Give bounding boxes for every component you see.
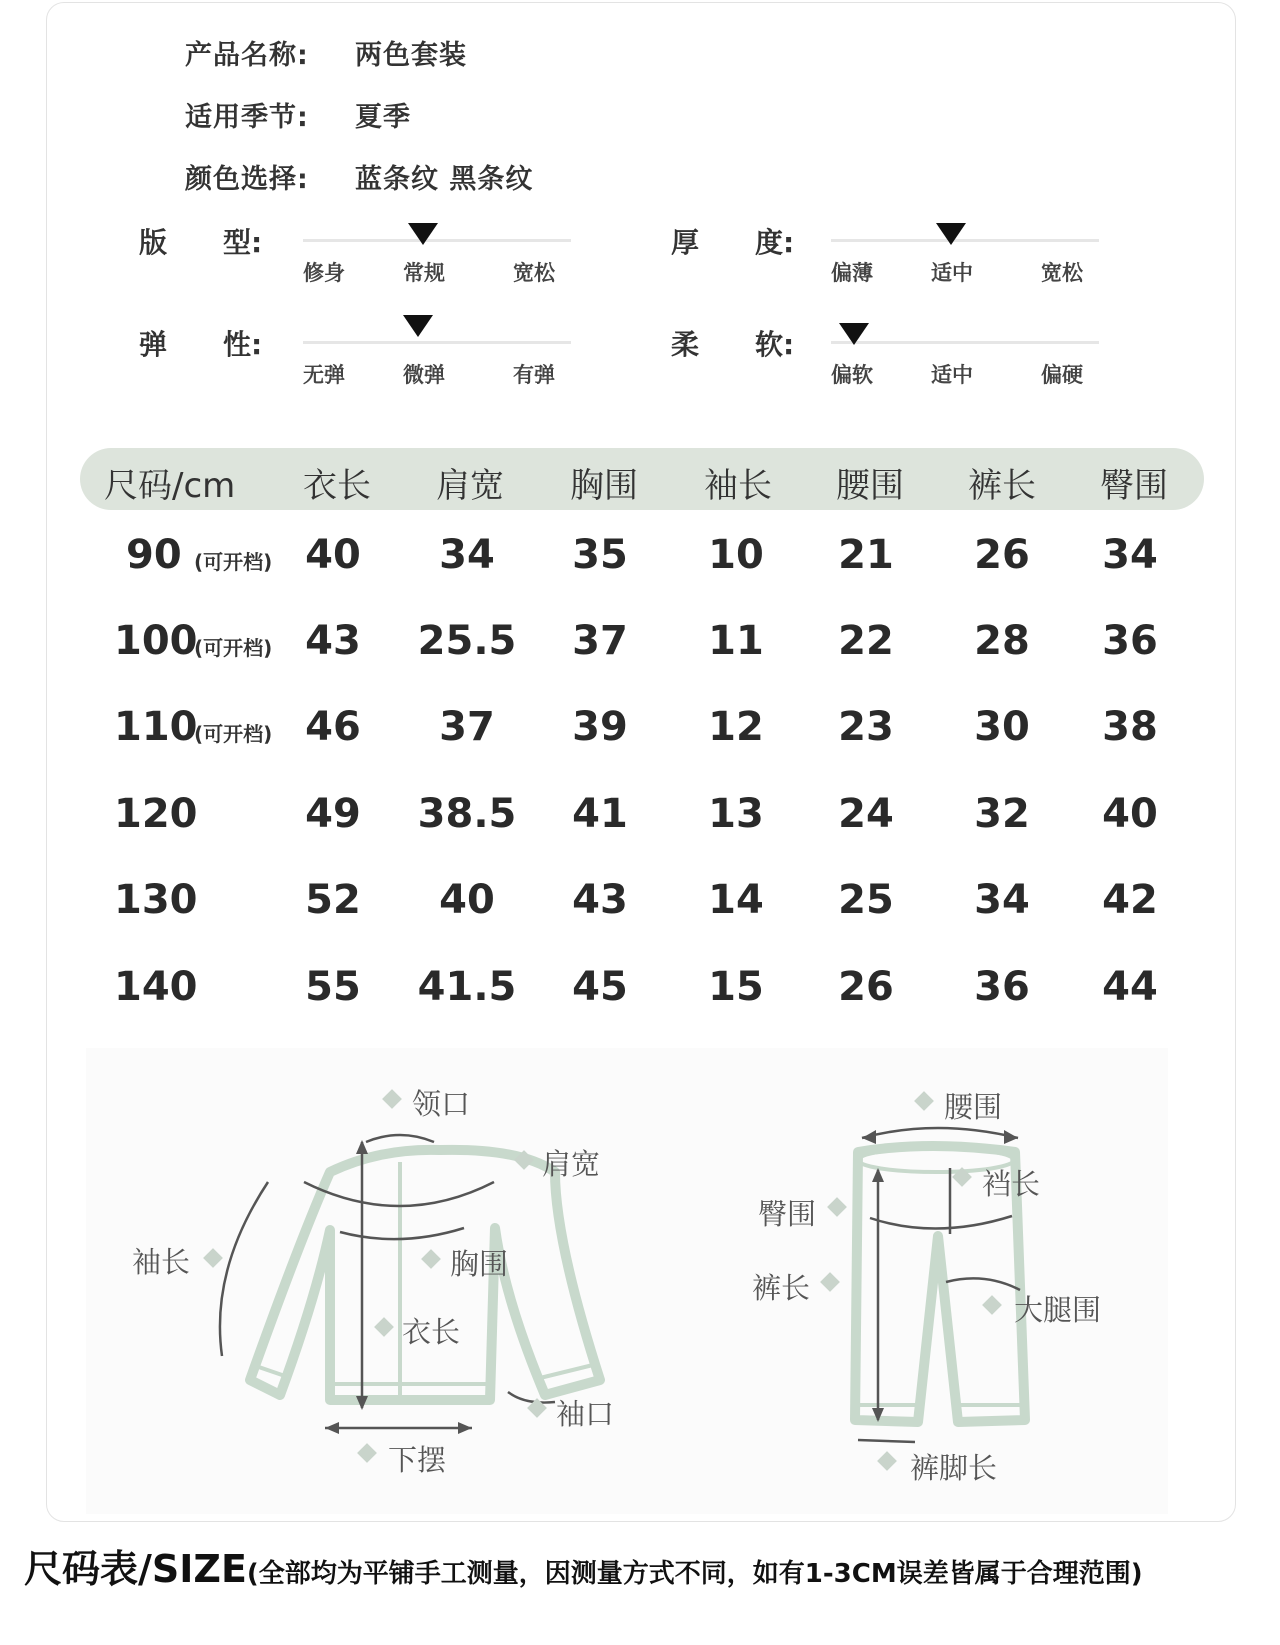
- table-cell: 38.5: [417, 791, 517, 837]
- label-waist: 腰围: [944, 1090, 1003, 1124]
- size-note: (可开档): [194, 550, 273, 574]
- table-cell: 25: [838, 877, 894, 923]
- header-sleeve: 袖长: [704, 466, 772, 506]
- table-cell: 23: [838, 704, 894, 750]
- fit-option: 宽松: [513, 261, 555, 285]
- table-cell: 52: [305, 877, 361, 923]
- label-shoulder: 肩宽: [542, 1147, 601, 1181]
- table-cell: 43: [305, 618, 361, 664]
- table-cell: 40: [305, 532, 361, 578]
- elasticity-option: 无弹: [303, 363, 345, 387]
- header-pant-length: 裤长: [968, 466, 1036, 506]
- fit-option: 常规: [403, 261, 445, 285]
- table-cell: 32: [974, 791, 1030, 837]
- fit-scale: [303, 213, 603, 283]
- label-chest: 胸围: [450, 1247, 509, 1281]
- header-length: 衣长: [303, 466, 371, 506]
- header-shoulder: 肩宽: [436, 466, 504, 506]
- season-label: 适用季节:: [185, 102, 309, 133]
- label-length: 衣长: [402, 1315, 461, 1349]
- product-name-value: 两色套装: [355, 40, 467, 71]
- table-cell: 12: [708, 704, 764, 750]
- table-cell: 46: [305, 704, 361, 750]
- elasticity-option: 有弹: [513, 363, 555, 387]
- label-hem: 下摆: [388, 1443, 447, 1477]
- fit-option: 修身: [303, 261, 345, 285]
- header-size: 尺码/cm: [104, 466, 236, 506]
- label-leg-opening: 裤脚长: [910, 1451, 998, 1485]
- table-cell: 55: [305, 964, 361, 1010]
- size-note: (可开档): [194, 722, 273, 746]
- size-table-header: [80, 448, 1204, 510]
- fit-label: 版 型:: [139, 226, 263, 259]
- softness-scale: [831, 315, 1131, 385]
- table-cell: 40: [439, 877, 495, 923]
- elasticity-marker-icon: [403, 315, 433, 337]
- softness-option: 偏硬: [1041, 363, 1083, 387]
- table-cell: 34: [439, 532, 495, 578]
- header-chest: 胸围: [570, 466, 638, 506]
- table-cell: 37: [439, 704, 495, 750]
- table-cell: 37: [572, 618, 628, 664]
- elasticity-option: 微弹: [403, 363, 445, 387]
- table-cell: 45: [572, 964, 628, 1010]
- size-value: 130: [114, 877, 198, 923]
- softness-scale-line: [831, 341, 1099, 344]
- table-cell: 11: [708, 618, 764, 664]
- table-cell: 40: [1102, 791, 1158, 837]
- table-cell: 26: [974, 532, 1030, 578]
- table-cell: 28: [974, 618, 1030, 664]
- table-cell: 41: [572, 791, 628, 837]
- table-cell: 36: [1102, 618, 1158, 664]
- size-value: 140: [114, 964, 198, 1010]
- table-cell: 39: [572, 704, 628, 750]
- label-cuff: 袖口: [556, 1397, 615, 1431]
- table-cell: 34: [1102, 532, 1158, 578]
- table-cell: 21: [838, 532, 894, 578]
- size-note: (可开档): [194, 636, 273, 660]
- table-cell: 26: [838, 964, 894, 1010]
- color-row: [185, 157, 534, 196]
- table-cell: 13: [708, 791, 764, 837]
- table-cell: 49: [305, 791, 361, 837]
- size-value: 120: [114, 791, 198, 837]
- softness-marker-icon: [839, 323, 869, 345]
- elasticity-scale-line: [303, 341, 571, 344]
- elasticity-scale: [303, 315, 603, 385]
- table-cell: 10: [708, 532, 764, 578]
- thickness-marker-icon: [936, 223, 966, 245]
- thickness-option: 适中: [931, 261, 973, 285]
- thickness-scale: [831, 213, 1131, 283]
- table-cell: 38: [1102, 704, 1158, 750]
- header-hip: 臀围: [1100, 466, 1168, 506]
- size-value: 100: [114, 618, 198, 664]
- table-cell: 41.5: [417, 964, 517, 1010]
- table-cell: 25.5: [417, 618, 517, 664]
- label-thigh: 大腿围: [1014, 1293, 1102, 1327]
- label-pant-length: 裤长: [752, 1271, 811, 1305]
- table-cell: 42: [1102, 877, 1158, 923]
- table-cell: 34: [974, 877, 1030, 923]
- table-cell: 36: [974, 964, 1030, 1010]
- label-rise: 裆长: [982, 1167, 1041, 1201]
- softness-label: 柔 软:: [671, 328, 795, 361]
- label-sleeve: 袖长: [132, 1245, 191, 1279]
- table-cell: 30: [974, 704, 1030, 750]
- size-value: 110: [114, 704, 198, 750]
- table-cell: 35: [572, 532, 628, 578]
- thickness-option: 偏薄: [831, 261, 873, 285]
- header-waist: 腰围: [836, 466, 904, 506]
- table-cell: 43: [572, 877, 628, 923]
- table-cell: 24: [838, 791, 894, 837]
- elasticity-label: 弹 性:: [139, 328, 263, 361]
- size-chart-footer: [24, 1538, 1143, 1593]
- table-cell: 44: [1102, 964, 1158, 1010]
- season-row: [185, 95, 411, 134]
- color-value: 蓝条纹 黑条纹: [355, 164, 534, 195]
- softness-option: 偏软: [831, 363, 873, 387]
- thickness-label: 厚 度:: [671, 226, 795, 259]
- product-name-row: [185, 33, 467, 72]
- table-cell: 15: [708, 964, 764, 1010]
- color-label: 颜色选择:: [185, 164, 309, 195]
- measurement-diagram: [86, 1048, 1168, 1514]
- season-value: 夏季: [355, 102, 411, 133]
- softness-option: 适中: [931, 363, 973, 387]
- table-cell: 22: [838, 618, 894, 664]
- product-name-label: 产品名称:: [185, 40, 309, 71]
- fit-marker-icon: [408, 223, 438, 245]
- label-collar: 领口: [412, 1087, 471, 1121]
- table-cell: 14: [708, 877, 764, 923]
- footer-title: 尺码表/SIZE: [24, 1547, 247, 1591]
- thickness-option: 宽松: [1041, 261, 1083, 285]
- size-value: 90: [126, 532, 182, 578]
- label-hip: 臀围: [758, 1197, 817, 1231]
- footer-note: (全部均为平铺手工测量，因测量方式不同，如有1-3CM误差皆属于合理范围): [246, 1559, 1143, 1589]
